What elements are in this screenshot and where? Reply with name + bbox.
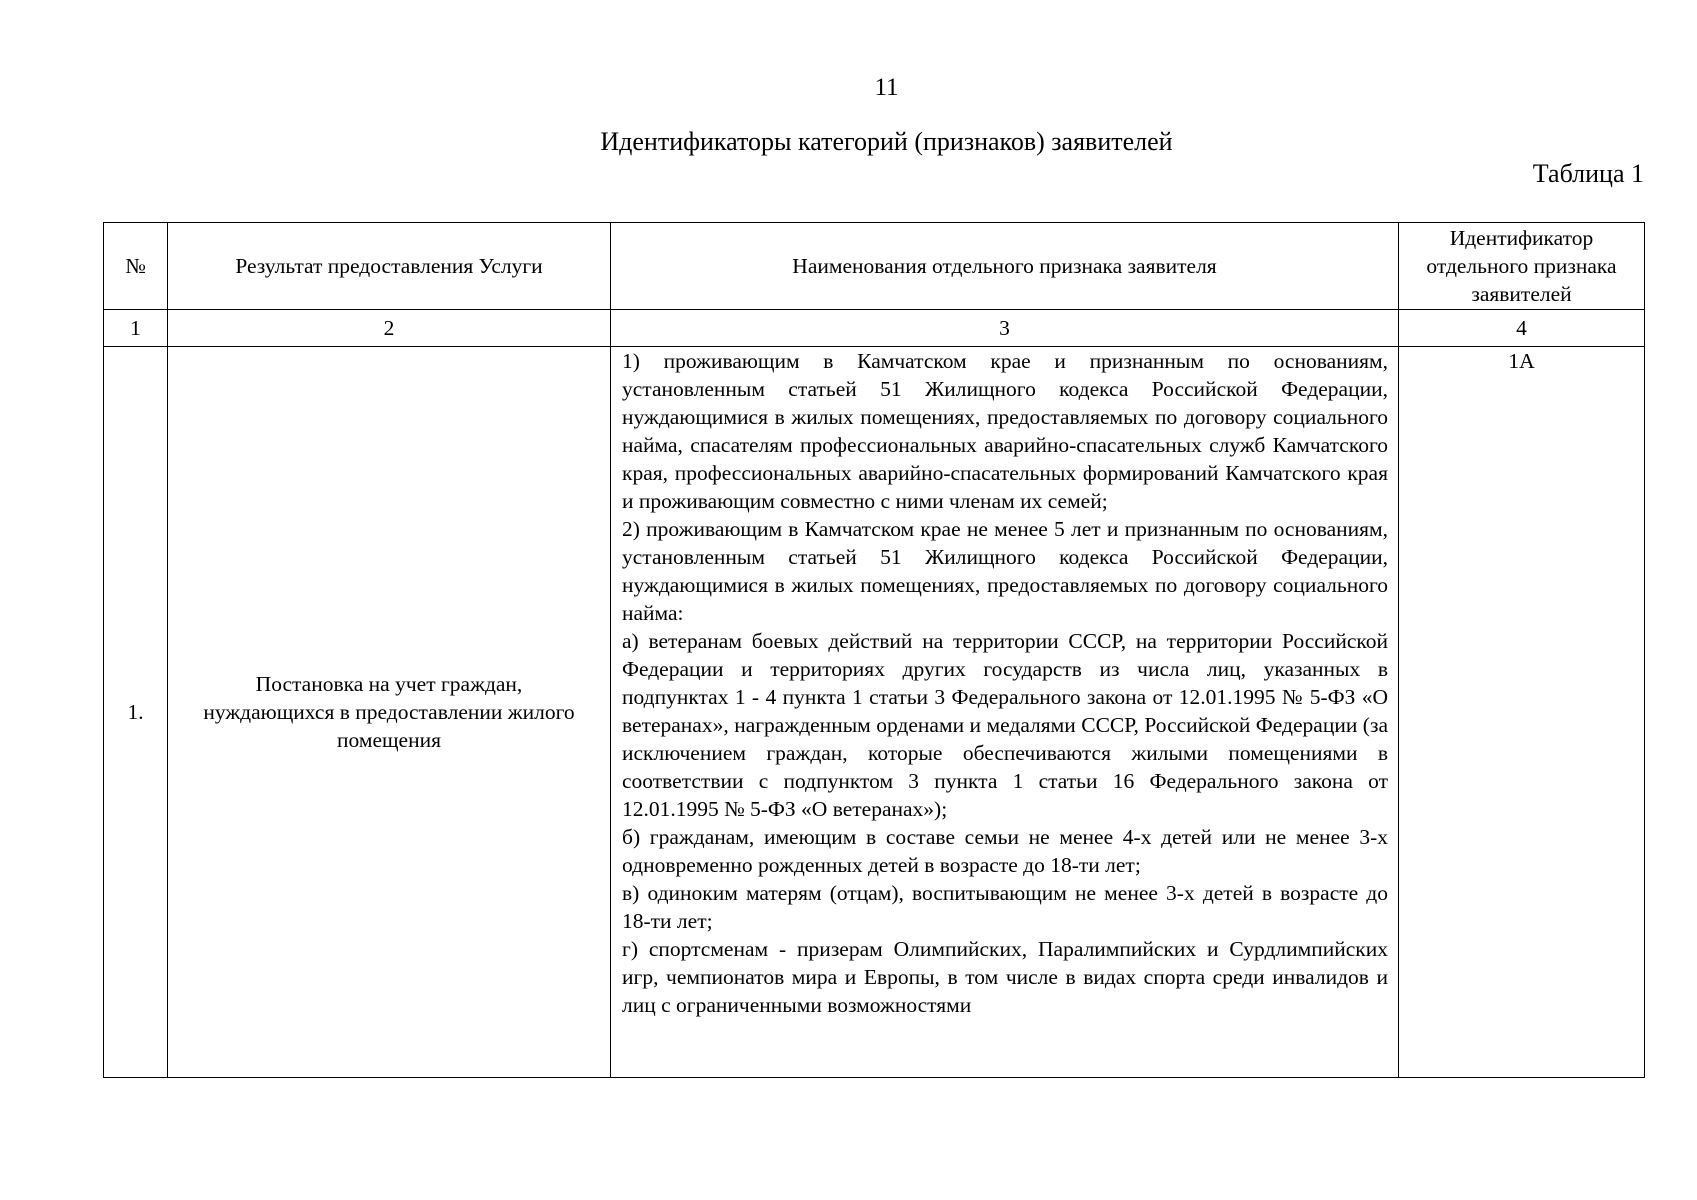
header-criterion-name: Наименования отдельного признака заявителя xyxy=(611,223,1399,310)
criteria-list xyxy=(622,347,1388,1075)
column-number: 1 xyxy=(104,310,168,347)
page-number: 11 xyxy=(874,74,899,101)
criterion-item: а) ветеранам боевых действий на территории СССР, на территории Российской Федерации и территориях других государств из числа лиц, указанных в подпунктах 1 - 4 пункта 1 статьи 3 Федерального закона от 12.01.1995 № 5-ФЗ «О ветеранах», награжденным орденами и медалями СССР, Российской Федерации (за исключением граждан, которые обеспечиваются жилыми помещениями в соответствии с подпунктом 3 пункта 1 статьи 16 Федерального закона от 12.01.1995 № 5-ФЗ «О ветеранах»); xyxy=(622,629,1388,821)
column-number: 4 xyxy=(1399,310,1645,347)
row-number: 1. xyxy=(104,347,168,1078)
criterion-item: б) гражданам, имеющим в составе семьи не менее 4-х детей или не менее 3-х одновременно рожденных детей в возрасте до 18-ти лет; xyxy=(622,825,1388,877)
table-label: Таблица 1 xyxy=(1532,159,1644,188)
applicant-categories-table xyxy=(103,222,1645,1078)
column-number: 3 xyxy=(611,310,1399,347)
header-identifier: Идентификатор отдельного признака заявителей xyxy=(1399,223,1645,310)
column-number: 2 xyxy=(168,310,611,347)
column-number-row xyxy=(104,310,1645,347)
header-no: № xyxy=(104,223,168,310)
criterion-item: 1) проживающим в Камчатском крае и признанным по основаниям, установленным статьей 51 Жилищного кодекса Российской Федерации, нуждающимися в жилых помещениях, предоставляемых по договору социального найма, спасателям профессиональных аварийно-спасательных служб Камчатского края, профессиональных аварийно-спасательных формирований Камчатского края и проживающим совместно с ними членам их семей; xyxy=(622,349,1388,513)
table-row xyxy=(104,347,1645,1078)
criterion-item: в) одиноким матерям (отцам), воспитывающим не менее 3-х детей в возрасте до 18-ти лет; xyxy=(622,881,1388,933)
row-criteria-cell xyxy=(611,347,1399,1078)
row-result: Постановка на учет граждан, нуждающихся в предоставлении жилого помещения xyxy=(168,347,611,1078)
header-result: Результат предоставления Услуги xyxy=(168,223,611,310)
row-identifier: 1А xyxy=(1399,347,1645,1078)
criterion-item: 2) проживающим в Камчатском крае не менее 5 лет и признанным по основаниям, установленным статьей 51 Жилищного кодекса Российской Федерации, нуждающимися в жилых помещениях, предоставляемых по договору социального найма: xyxy=(622,517,1388,625)
table-header-row xyxy=(104,223,1645,310)
document-title: Идентификаторы категорий (признаков) заявителей xyxy=(600,127,1173,156)
criterion-item: г) спортсменам - призерам Олимпийских, Паралимпийских и Сурдлимпийских игр, чемпионатов мира и Европы, в том числе в видах спорта среди инвалидов и лиц с ограниченными возможностями xyxy=(622,937,1388,1017)
